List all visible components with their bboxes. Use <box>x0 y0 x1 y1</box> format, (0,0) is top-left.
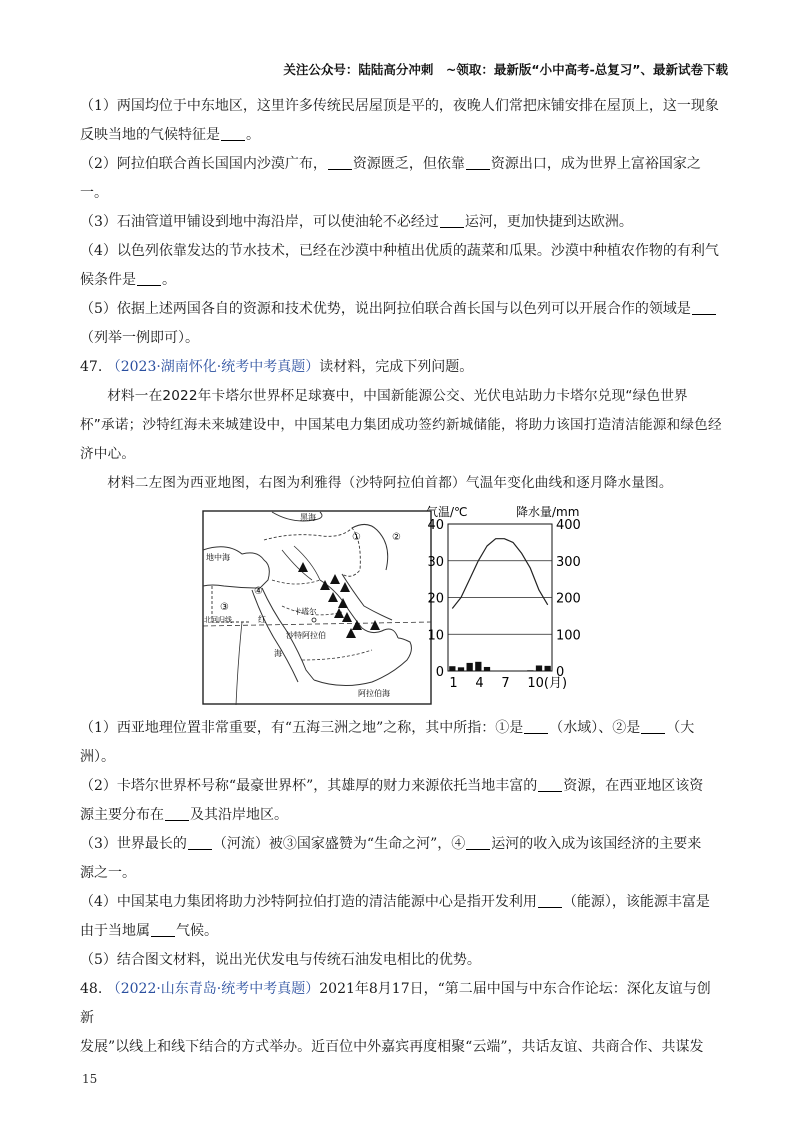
q47-p2a: （2）卡塔尔世界杯号称“最豪世界杯”，其雄厚的财力来源依托当地丰富的 <box>80 778 538 794</box>
precip-bar <box>467 663 473 671</box>
q46-p1a: （1）两国均位于中东地区，这里许多传统民居屋顶是平的，夜晚人们常把床铺安排在屋顶上，这一现象 <box>80 98 719 114</box>
label-saudi: 沙特阿拉伯 <box>286 631 326 640</box>
q47-part4-cont <box>80 917 722 946</box>
q46-p2c: 资源出口，成为世界上富裕国家之一。 <box>80 156 701 201</box>
answer-blank[interactable] <box>524 719 548 734</box>
page-number: 15 <box>82 1072 98 1086</box>
label-n2: ② <box>392 532 401 543</box>
answer-blank[interactable] <box>221 126 245 141</box>
q46-part1-cont <box>80 121 722 150</box>
precip-bar <box>449 666 455 671</box>
q47-part1 <box>80 714 722 743</box>
precip-bar <box>527 670 533 671</box>
left-tick-label: 0 <box>435 665 444 680</box>
q47-part3-cont <box>80 859 722 888</box>
right-tick-label: 300 <box>556 554 581 570</box>
q46-part5-cont <box>80 324 722 353</box>
label-qatar: 卡塔尔 <box>294 607 317 616</box>
label-black-sea: 黑海 <box>300 513 316 522</box>
q47-p2b: 资源，在西亚地区该资 <box>563 778 704 794</box>
label-sea: 海 <box>274 649 282 658</box>
axis-label-precip: 降水量/mm <box>516 505 580 519</box>
q47-p4c: 由于当地属 <box>80 923 150 939</box>
q46-p1b: 反映当地的气候特征是 <box>80 127 220 143</box>
q46-part2 <box>80 150 722 208</box>
answer-blank[interactable] <box>466 835 490 850</box>
q47-part4 <box>80 888 722 917</box>
document-body <box>80 92 722 1062</box>
x-tick-label: 7 <box>501 676 510 691</box>
right-tick-label: 100 <box>556 628 581 644</box>
q48-number: 48. <box>80 981 103 997</box>
q47-part5: （5）结合图文材料，说出光伏发电与传统石油发电相比的优势。 <box>80 952 481 968</box>
answer-blank[interactable] <box>328 155 352 170</box>
left-tick-label: 10 <box>427 628 444 644</box>
x-tick-label: 10(月) <box>527 676 568 691</box>
q48-text-cont: 发展”以线上和线下结合的方式举办。近百位中外嘉宾再度相聚“云端”，共话友谊、共商合作、共谋发 <box>80 1039 704 1055</box>
q47-p3d: 源之一。 <box>80 865 136 881</box>
q47-p2d: 及其沿岸地区。 <box>190 807 288 823</box>
q47-p3a: （3）世界最长的 <box>80 836 187 852</box>
answer-blank[interactable] <box>641 719 665 734</box>
q47-p1b: （水域）、②是 <box>549 720 641 736</box>
precip-bar <box>484 667 490 671</box>
q46-p1end: 。 <box>246 127 260 143</box>
q47-p1a: （1）西亚地理位置非常重要，有“五海三洲之地”之称，其中所指：①是 <box>80 720 524 736</box>
q46-part1 <box>80 92 722 121</box>
q47-intro: 读材料，完成下列问题。 <box>319 359 474 375</box>
left-tick-label: 40 <box>427 518 444 533</box>
q48-heading <box>80 975 722 1033</box>
q46-p3a: （3）石油管道甲铺设到地中海沿岸，可以使油轮不必经过 <box>80 214 439 230</box>
q46-p5b: （列举一例即可）。 <box>80 330 199 346</box>
x-tick-label: 1 <box>449 676 458 691</box>
q46-p4end: 。 <box>162 272 176 288</box>
precip-bar <box>458 667 464 671</box>
precip-bar <box>475 662 481 671</box>
q47-p4a: （4）中国某电力集团将助力沙特阿拉伯打造的清洁能源中心是指开发利用 <box>80 894 537 910</box>
q47-part3 <box>80 830 722 859</box>
precip-bar <box>536 665 542 671</box>
label-tropic: 北回归线 <box>204 616 232 624</box>
label-n3: ③ <box>220 602 229 613</box>
q47-p1c: （大 <box>666 720 695 736</box>
answer-blank[interactable] <box>692 300 716 315</box>
temperature-curve <box>452 539 547 609</box>
x-tick-label: 4 <box>475 676 484 691</box>
q47-p4b: （能源），该能源丰富是 <box>562 894 710 910</box>
q47-heading <box>80 353 722 382</box>
precip-bar <box>545 666 551 671</box>
right-tick-label: 400 <box>556 518 581 533</box>
label-mediterranean: 地中海 <box>206 553 230 562</box>
q46-p4a: （4）以色列依靠发达的节水技术，已经在沙漠中种植出优质的蔬菜和瓜果。沙漠中种植农作物的有利气 <box>80 243 719 259</box>
q46-p2b: 资源匮乏，但依靠 <box>352 156 465 172</box>
q47-p3b: （河流）被③国家盛赞为“生命之河”，④ <box>212 836 466 852</box>
answer-blank[interactable] <box>466 155 490 170</box>
q46-part4-cont <box>80 266 722 295</box>
label-n1: ① <box>352 532 361 543</box>
answer-blank[interactable] <box>151 922 175 937</box>
q47-number: 47. <box>80 359 103 375</box>
label-arabian-sea: 阿拉伯海 <box>358 689 390 698</box>
q46-part5 <box>80 295 722 324</box>
page-header: 关注公众号：陆陆高分冲刺 ~领取：最新版“小中高考-总复习”、最新试卷下载 <box>283 62 728 77</box>
q47-material2: 材料二左图为西亚地图，右图为利雅得（沙特阿拉伯首都）气温年变化曲线和逐月降水量图。 <box>107 475 673 491</box>
q47-material1: 材料一在2022年卡塔尔世界杯足球赛中，中国新能源公交、光伏电站助力卡塔尔兑现“绿色世界杯”承诺；沙特红海未来城建设中，中国某电力集团成功签约新城储能，将助力该国打造清洁能源和绿色经济中心。 <box>80 388 722 462</box>
answer-blank[interactable] <box>188 835 212 850</box>
q47-part1-cont <box>80 743 722 772</box>
q46-part4 <box>80 237 722 266</box>
q47-p4d: 气候。 <box>176 923 218 939</box>
q48-source: （2022·山东青岛·统考中考真题） <box>106 981 320 997</box>
axis-label-temp: 气温/℃ <box>426 505 468 519</box>
answer-blank[interactable] <box>165 806 189 821</box>
q46-p4b: 候条件是 <box>80 272 136 288</box>
q47-part2 <box>80 772 722 801</box>
q46-p2a: （2）阿拉伯联合酋长国国内沙漠广布， <box>80 156 327 172</box>
answer-blank[interactable] <box>538 893 562 908</box>
west-asia-map <box>202 510 432 705</box>
q46-p5a: （5）依据上述两国各自的资源和技术优势，说出阿拉伯联合酋长国与以色列可以开展合作的领域是 <box>80 301 691 317</box>
q47-part2-cont <box>80 801 722 830</box>
left-tick-label: 20 <box>427 591 444 607</box>
q47-figures <box>80 502 722 710</box>
q47-p3c: 运河的收入成为该国经济的主要来 <box>491 836 702 852</box>
answer-blank[interactable] <box>538 777 562 792</box>
q47-source: （2023·湖南怀化·统考中考真题） <box>106 359 320 375</box>
q47-p2c: 源主要分布在 <box>80 807 164 823</box>
q46-p3b: 运河，更加快捷到达欧洲。 <box>464 214 633 230</box>
q47-p1d: 洲）。 <box>80 749 115 765</box>
chart-plot-area <box>427 518 580 691</box>
q48-text1: 2021年8月17日，“第二届中国与中东合作论坛：深化友谊与创新 <box>80 981 711 1026</box>
left-tick-label: 30 <box>427 554 444 570</box>
right-tick-label: 200 <box>556 591 581 607</box>
answer-blank[interactable] <box>440 213 464 228</box>
q46-part3 <box>80 208 722 237</box>
label-n4: ④ <box>254 586 263 597</box>
climate-chart <box>424 504 604 704</box>
right-tick-label: 0 <box>556 665 565 680</box>
label-red: 红 <box>258 615 266 624</box>
answer-blank[interactable] <box>137 271 161 286</box>
